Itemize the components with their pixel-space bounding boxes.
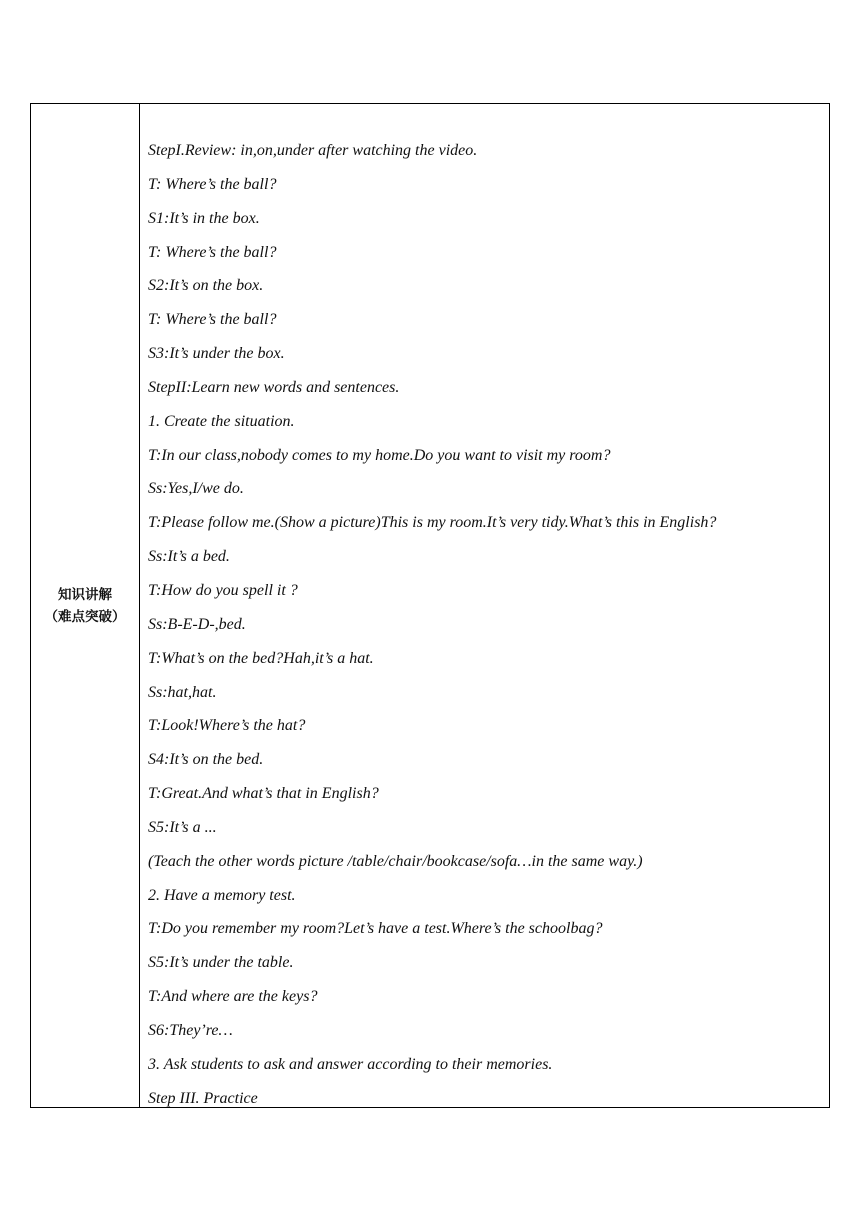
section-label-subtitle: （难点突破） [44,608,126,625]
lesson-content-cell [140,104,829,1107]
dialogue-line: T:Please follow me.(Show a picture)This is my room.It’s very tidy.What’s this in English? [148,514,717,532]
dialogue-line: S2:It’s on the box. [148,277,264,295]
dialogue-line: Ss:It’s a bed. [148,548,230,566]
dialogue-line: T: Where’s the ball? [148,311,277,329]
dialogue-line: T:Great.And what’s that in English? [148,785,379,803]
dialogue-line: T:And where are the keys? [148,988,318,1006]
step-2-heading: StepII:Learn new words and sentences. [148,378,400,396]
dialogue-line: S1:It’s in the box. [148,209,260,227]
dialogue-line: S4:It’s on the bed. [148,751,264,769]
dialogue-line: Ss:Yes,I/we do. [148,480,244,498]
dialogue-line: S6:They’re… [148,1021,233,1039]
section-label-cell [31,104,140,1107]
numbered-item: 3. Ask students to ask and answer according to their memories. [148,1055,553,1073]
section-label-title: 知识讲解 [58,586,112,603]
dialogue-line: S5:It’s a ... [148,818,217,836]
dialogue-line: T:In our class,nobody comes to my home.Do you want to visit my room? [148,446,611,464]
numbered-item: 1. Create the situation. [148,412,295,430]
dialogue-line: T:What’s on the bed?Hah,it’s a hat. [148,649,374,667]
dialogue-line: T:How do you spell it ? [148,581,298,599]
step-3-heading: Step III. Practice [148,1089,258,1107]
dialogue-line: T:Do you remember my room?Let’s have a test.Where’s the schoolbag? [148,920,603,938]
lesson-table [30,103,830,1108]
dialogue-line: T:Look!Where’s the hat? [148,717,306,735]
dialogue-line: S5:It’s under the table. [148,954,294,972]
dialogue-line: Ss:B-E-D-,bed. [148,615,246,633]
dialogue-line: T: Where’s the ball? [148,243,277,261]
step-1-heading: StepI.Review: in,on,under after watching the video. [148,142,478,159]
dialogue-line: S3:It’s under the box. [148,345,285,363]
teaching-note: (Teach the other words picture /table/chair/bookcase/sofa…in the same way.) [148,852,643,870]
dialogue-line: Ss:hat,hat. [148,683,217,701]
dialogue-line: T: Where’s the ball? [148,175,277,193]
numbered-item: 2. Have a memory test. [148,886,296,904]
